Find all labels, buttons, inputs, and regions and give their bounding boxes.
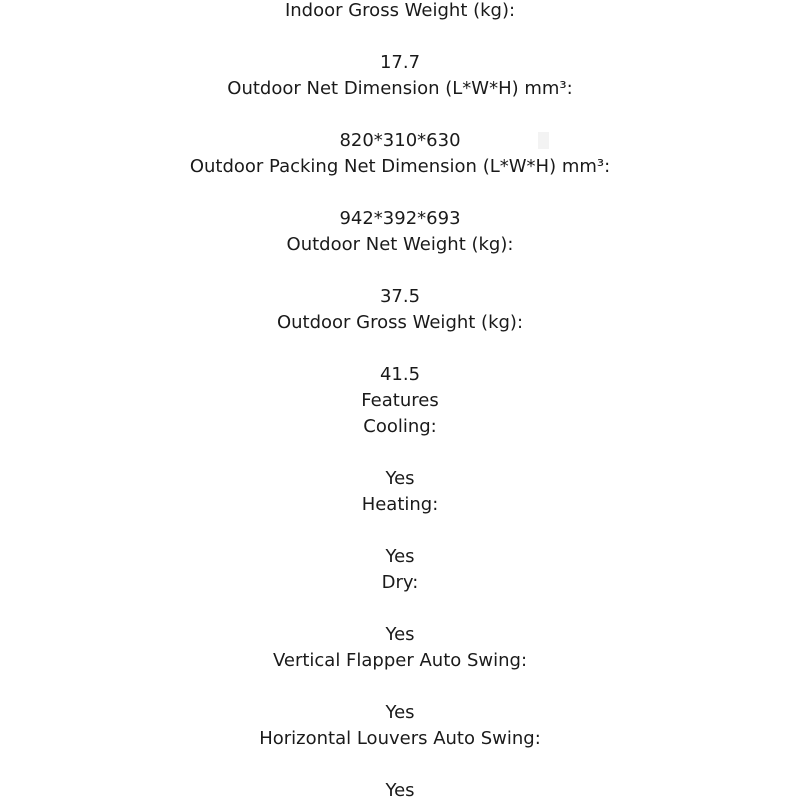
spec-value-indoor-gross-weight: 17.7 <box>379 52 421 73</box>
spacer <box>0 674 800 700</box>
spec-value-outdoor-packing-dimension: 942*392*693 <box>339 208 461 229</box>
spacer <box>0 180 800 206</box>
feature-label-horizontal-louvers: Horizontal Louvers Auto Swing: <box>259 728 541 749</box>
spacer <box>0 258 800 284</box>
spacer <box>0 336 800 362</box>
feature-value-cooling: Yes <box>385 468 415 489</box>
feature-value-dry: Yes <box>385 624 415 645</box>
spec-label-outdoor-gross-weight: Outdoor Gross Weight (kg): <box>276 312 524 333</box>
spacer <box>0 752 800 778</box>
spec-value-outdoor-gross-weight: 41.5 <box>379 364 421 385</box>
feature-value-vertical-flapper: Yes <box>385 702 415 723</box>
spec-label-outdoor-net-dimension: Outdoor Net Dimension (L*W*H) mm³: <box>227 78 573 99</box>
spacer <box>0 440 800 466</box>
spacer <box>0 24 800 50</box>
spec-label-outdoor-net-weight: Outdoor Net Weight (kg): <box>286 234 514 255</box>
feature-label-vertical-flapper: Vertical Flapper Auto Swing: <box>272 650 528 671</box>
spacer <box>0 102 800 128</box>
spec-label-indoor-gross-weight: Indoor Gross Weight (kg): <box>284 0 516 21</box>
feature-label-dry: Dry: <box>381 572 419 593</box>
spacer <box>0 596 800 622</box>
feature-value-heating: Yes <box>385 546 415 567</box>
feature-value-horizontal-louvers: Yes <box>385 780 415 800</box>
feature-label-cooling: Cooling: <box>363 416 437 437</box>
text-cursor-mark <box>538 132 549 149</box>
feature-label-heating: Heating: <box>361 494 439 515</box>
spec-value-outdoor-net-dimension: 820*310*630 <box>339 130 461 151</box>
spacer <box>0 518 800 544</box>
features-heading: Features <box>361 390 439 411</box>
spec-value-outdoor-net-weight: 37.5 <box>379 286 421 307</box>
spec-label-outdoor-packing-dimension: Outdoor Packing Net Dimension (L*W*H) mm³: <box>189 156 611 177</box>
